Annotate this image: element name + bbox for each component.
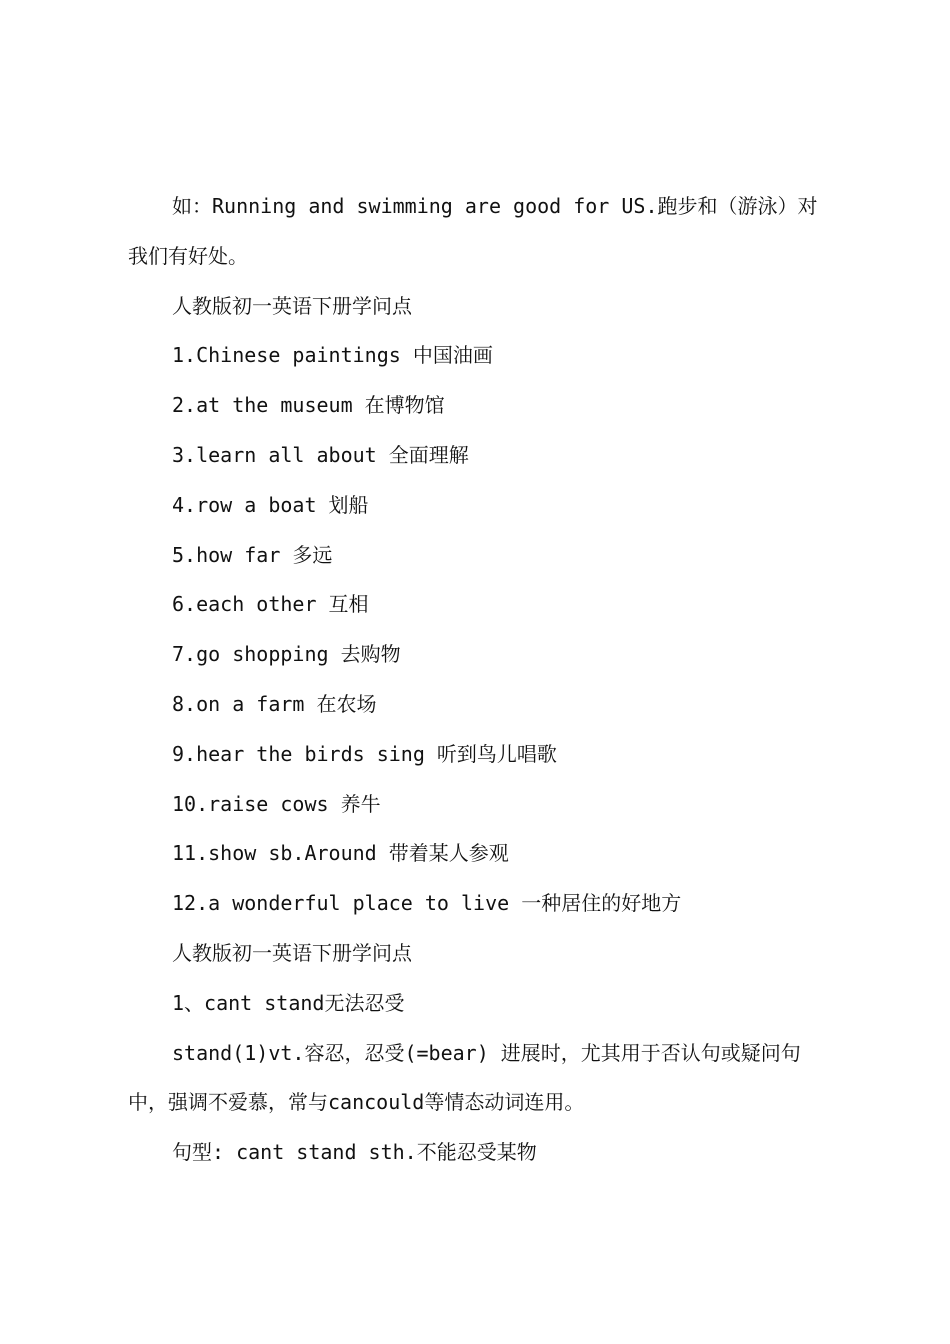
phrase-item: 7.go shopping 去购物 bbox=[172, 642, 401, 667]
section-heading: 人教版初一英语下册学问点 bbox=[172, 940, 412, 965]
phrase-item: 1.Chinese paintings 中国油画 bbox=[172, 343, 493, 368]
phrase-item: 3.learn all about 全面理解 bbox=[172, 442, 469, 467]
explanation-paragraph: stand(1)vt.容忍，忍受(=bear) 进展时，尤其用于否认句或疑问句中，强调不爱慕，常与cancould等情态动词连用。 bbox=[128, 1040, 801, 1115]
phrase-item: 11.show sb.Around 带着某人参观 bbox=[172, 841, 509, 866]
phrase-item: 10.raise cows 养牛 bbox=[172, 791, 381, 816]
phrase-item: 6.each other 互相 bbox=[172, 592, 369, 617]
phrase-item: 2.at the museum 在博物馆 bbox=[172, 393, 445, 418]
point-heading: 1、cant stand无法忍受 bbox=[172, 990, 405, 1015]
example-paragraph: 如：Running and swimming are good for US.跑步和（游泳）对我们有好处。 bbox=[128, 194, 818, 268]
document-body bbox=[128, 182, 832, 1178]
section-heading: 人教版初一英语下册学问点 bbox=[172, 293, 412, 318]
phrase-item: 9.hear the birds sing 听到鸟儿唱歌 bbox=[172, 741, 557, 766]
phrase-item: 5.how far 多远 bbox=[172, 542, 333, 567]
phrase-item: 8.on a farm 在农场 bbox=[172, 691, 377, 716]
phrase-item: 4.row a boat 划船 bbox=[172, 492, 369, 517]
phrase-item: 12.a wonderful place to live 一种居住的好地方 bbox=[172, 891, 682, 916]
sentence-pattern: 句型: cant stand sth.不能忍受某物 bbox=[172, 1140, 537, 1165]
